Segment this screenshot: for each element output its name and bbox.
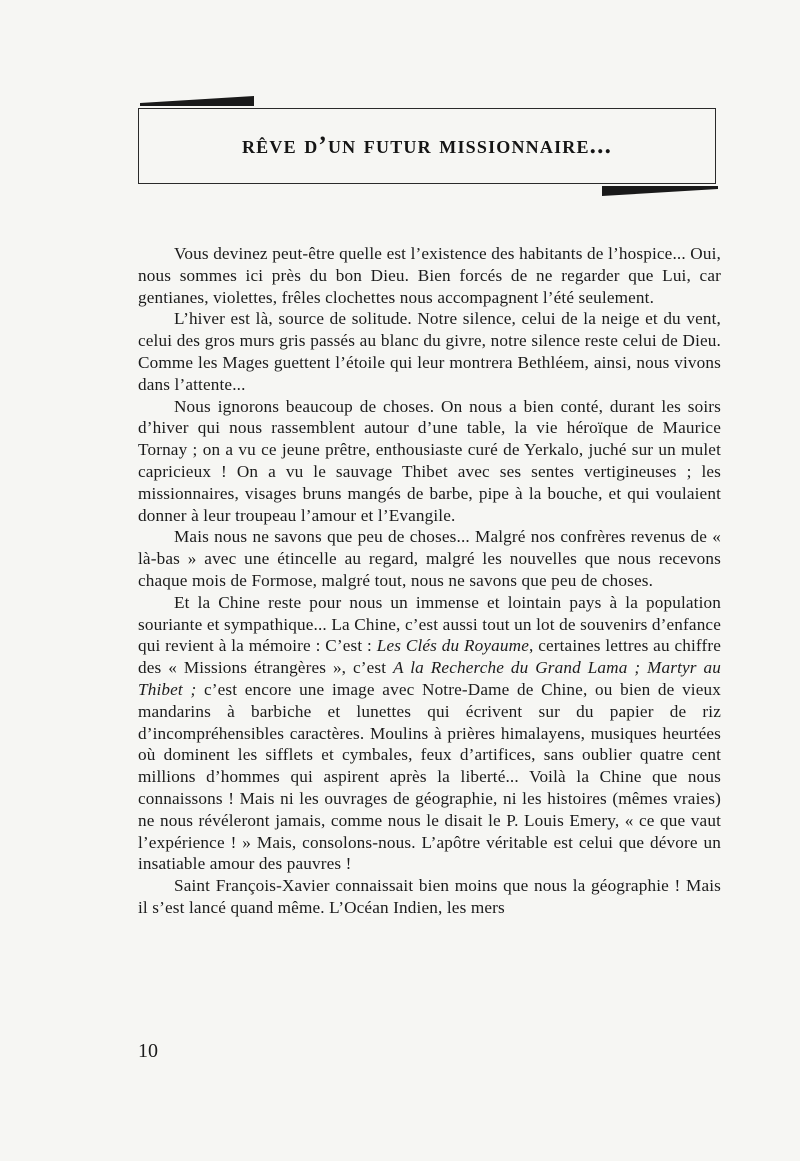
title-bar-bottom [602, 186, 718, 196]
title-bar-top [140, 96, 254, 106]
paragraph-text: Nous ignorons beaucoup de choses. On nous a bien conté, durant les soirs d’hiver qui nous rassemblent autour d’une table, la vie héroïque de Maurice Tornay ; on a vu ce jeune prêtre, enthousiaste curé de Yerkalo, juché sur un mulet capricieux ! On a vu le sauvage Thibet avec ses sentes vertigineuses ; les missionnaires, visages bruns mangés de barbe, pipe à la bouche, et qui voulaient donner à leur troupeau l’amour et l’Evangile. [138, 396, 721, 525]
page-number: 10 [138, 1040, 158, 1062]
paragraph-text: Et la Chine reste pour nous un immense et lointain pays à la population souriante et sympathique... La Chine, c’est aussi tout un lot de souvenirs d’enfance qui revient à la mémoire : C’est : [138, 592, 721, 656]
paragraph-text: Vous devinez peut-être quelle est l’existence des habitants de l’hospice... Oui, nous sommes ici près du bon Dieu. Bien forcés de ne regarder que Lui, car gentianes, violettes, frêles clochettes nous accompagnent l’été seulement. [138, 244, 721, 307]
italic-title-text: A la Recherche du Grand Lama ; Martyr au Thibet ; [138, 658, 721, 699]
italic-title-text: Les Clés du Royaume [376, 636, 529, 656]
paragraph [138, 308, 721, 395]
paragraph-text: L’hiver est là, source de solitude. Notre silence, celui de la neige et du vent, celui des gros murs gris passés au blanc du givre, notre silence reste celui de Dieu. Comme les Mages guettent l’étoile qui leur montrera Bethléem, ainsi, nous vivons dans l’attente... [138, 309, 721, 394]
paragraph-text: , certaines lettres au chiffre des « Missions étrangères », c’est [138, 636, 722, 678]
paragraph [138, 526, 721, 591]
paragraph-text: Mais nous ne savons que peu de choses... Malgré nos confrères revenus de « là-bas » avec une étincelle au regard, malgré les nouvelles que nous recevons chaque mois de Formose, malgré tout, nous ne savons que peu de choses. [138, 527, 721, 590]
paragraph-text: Saint François-Xavier connaissait bien moins que nous la géographie ! Mais il s’est lancé quand même. L’Océan Indien, les mers [138, 876, 721, 917]
body-text [138, 243, 721, 919]
paragraph [138, 592, 721, 875]
paragraph [138, 875, 721, 919]
paragraph [138, 396, 721, 527]
page-title: rêve d’un futur missionnaire... [241, 132, 613, 159]
paragraph [138, 243, 721, 308]
paragraph-text: c’est encore une image avec Notre-Dame de Chine, ou bien de vieux mandarins à barbiche et lunettes qui écrivent sur du papier de riz d’incompréhensibles caractères. Moulins à prières himalayens, musiques heurtées où dominent les sifflets et cymbales, feux d’artifices, sans oublier quatre cent millions d’hommes qui aspirent après la liberté... Voilà la Chine que nous connaissons ! Mais ni les ouvrages de géographie, ni les histoires (mêmes vraies) ne nous révéleront jamais, comme nous le disait le P. Louis Emery, « ce que vaut l’expérience ! » Mais, consolons-nous. L’apôtre véritable est celui que dévore un insatiable amour des pauvres ! [138, 679, 721, 874]
